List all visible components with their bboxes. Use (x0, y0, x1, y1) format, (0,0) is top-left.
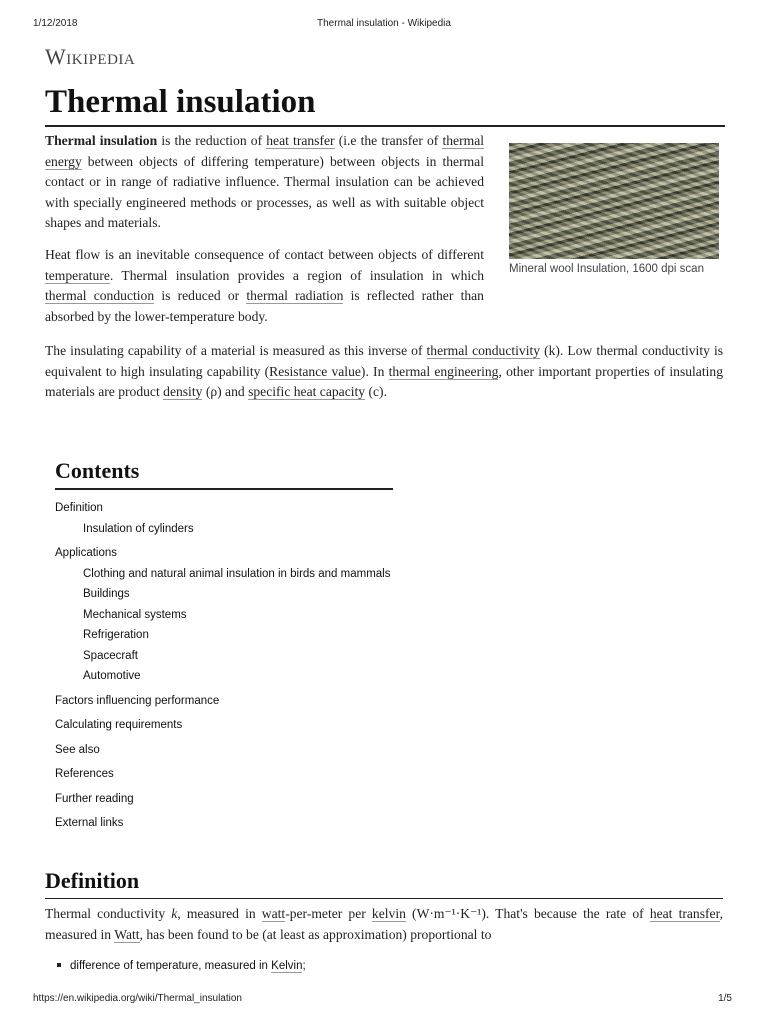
text: (k). Low thermal conductivity is equivalent to high insulating capability ( (45, 343, 724, 379)
text: is reflected rather than absorbed by the lower-temperature body. (45, 288, 484, 324)
text: , measured in (177, 906, 262, 921)
text: is the reduction of (157, 133, 267, 148)
link-heat-transfer[interactable]: heat transfer (266, 133, 335, 148)
link-watt[interactable]: watt (261, 906, 286, 921)
toc-item-external-links[interactable]: External links (55, 817, 124, 829)
table-of-contents (55, 455, 393, 834)
link-kelvin-2[interactable]: Kelvin (271, 960, 303, 972)
mineral-wool-image[interactable] (509, 143, 719, 259)
print-page-number: 1/5 (718, 993, 732, 1004)
wikipedia-wordmark[interactable]: Wikipedia (45, 44, 136, 69)
link-resistance-value[interactable]: Resistance value (269, 363, 361, 379)
toc-item-spacecraft[interactable]: Spacecraft (83, 649, 138, 662)
toc-item-see-also[interactable]: See also (55, 743, 100, 756)
toc-item-calculating[interactable]: Calculating requirements (55, 719, 183, 731)
toc-item-insulation-of-cylinders[interactable]: Insulation of cylinders (83, 522, 194, 535)
lead-paragraph-2 (45, 245, 484, 327)
list-item (57, 960, 306, 972)
link-kelvin[interactable]: kelvin (371, 906, 406, 921)
toc-item-factors[interactable]: Factors influencing performance (55, 694, 220, 707)
lead-paragraph-1 (45, 131, 484, 234)
text: is reduced or (154, 288, 247, 304)
toc-item-automotive[interactable]: Automotive (83, 670, 141, 682)
text: , measured in (45, 906, 723, 942)
link-thermal-engineering[interactable]: thermal engineering (388, 363, 499, 379)
link-watt-2[interactable]: Watt (114, 926, 140, 942)
link-density[interactable]: density (163, 384, 203, 400)
text: Heat flow is an inevitable consequence of contact between objects of different (45, 247, 484, 262)
print-date: 1/12/2018 (33, 18, 78, 29)
toc-item-applications[interactable]: Applications (55, 547, 118, 559)
text: ). In (360, 363, 389, 379)
text: (W·m⁻¹·K⁻¹). That's because the rate of (405, 906, 650, 921)
text: . Thermal insulation provides a region of insulation in which (109, 267, 484, 283)
text: -per-meter per (285, 906, 372, 921)
link-thermal-energy[interactable]: thermal energy (45, 133, 485, 169)
text: (ρ) and (202, 384, 249, 400)
mineral-wool-figure (509, 143, 719, 275)
text: , other important properties of insulating materials are product (45, 363, 723, 400)
text: (c). (365, 384, 387, 400)
link-heat-transfer-2[interactable]: heat transfer (649, 906, 720, 921)
toc-item-references[interactable]: References (55, 768, 114, 780)
text: The insulating capability of a material is measured as this inverse of (45, 343, 427, 358)
link-thermal-conduction[interactable]: thermal conduction (45, 288, 155, 304)
text: difference of temperature, measured in (70, 960, 272, 972)
lead-paragraph-3 (45, 341, 723, 403)
image-caption: Mineral wool Insulation, 1600 dpi scan (509, 263, 704, 275)
text: between objects of differing temperature) between objects in thermal contact or in range of radiative influence. Thermal insulation can be achieved with specially engineered methods or processes, as well as with suitable object shapes and materials. (45, 153, 484, 231)
toc-item-mechanical-systems[interactable]: Mechanical systems (83, 608, 187, 621)
toc-title: Contents (55, 455, 393, 490)
link-thermal-radiation[interactable]: thermal radiation (246, 288, 344, 304)
page-title: Thermal insulation (45, 80, 725, 127)
toc-item-buildings[interactable]: Buildings (83, 588, 130, 600)
link-temperature[interactable]: temperature (45, 267, 110, 283)
text: (i.e the transfer of (334, 133, 443, 148)
text: ; (302, 960, 306, 972)
toc-item-further-reading[interactable]: Further reading (55, 792, 134, 805)
toc-item-clothing[interactable]: Clothing and natural animal insulation in birds and mammals (83, 567, 391, 580)
definition-paragraph (45, 904, 723, 945)
text: Thermal conductivity (45, 906, 172, 921)
lead-bold-term: Thermal insulation (45, 133, 158, 148)
text: , has been found to be (at least as approximation) proportional to (139, 926, 492, 942)
print-title: Thermal insulation - Wikipedia (317, 18, 451, 29)
print-url: https://en.wikipedia.org/wiki/Thermal_insulation (33, 993, 242, 1004)
symbol-k: k (171, 906, 178, 921)
toc-item-refrigeration[interactable]: Refrigeration (83, 629, 149, 641)
definition-heading: Definition (45, 865, 723, 899)
link-specific-heat-capacity[interactable]: specific heat capacity (248, 384, 366, 400)
link-thermal-conductivity[interactable]: thermal conductivity (426, 343, 541, 358)
toc-item-definition[interactable]: Definition (55, 502, 103, 514)
